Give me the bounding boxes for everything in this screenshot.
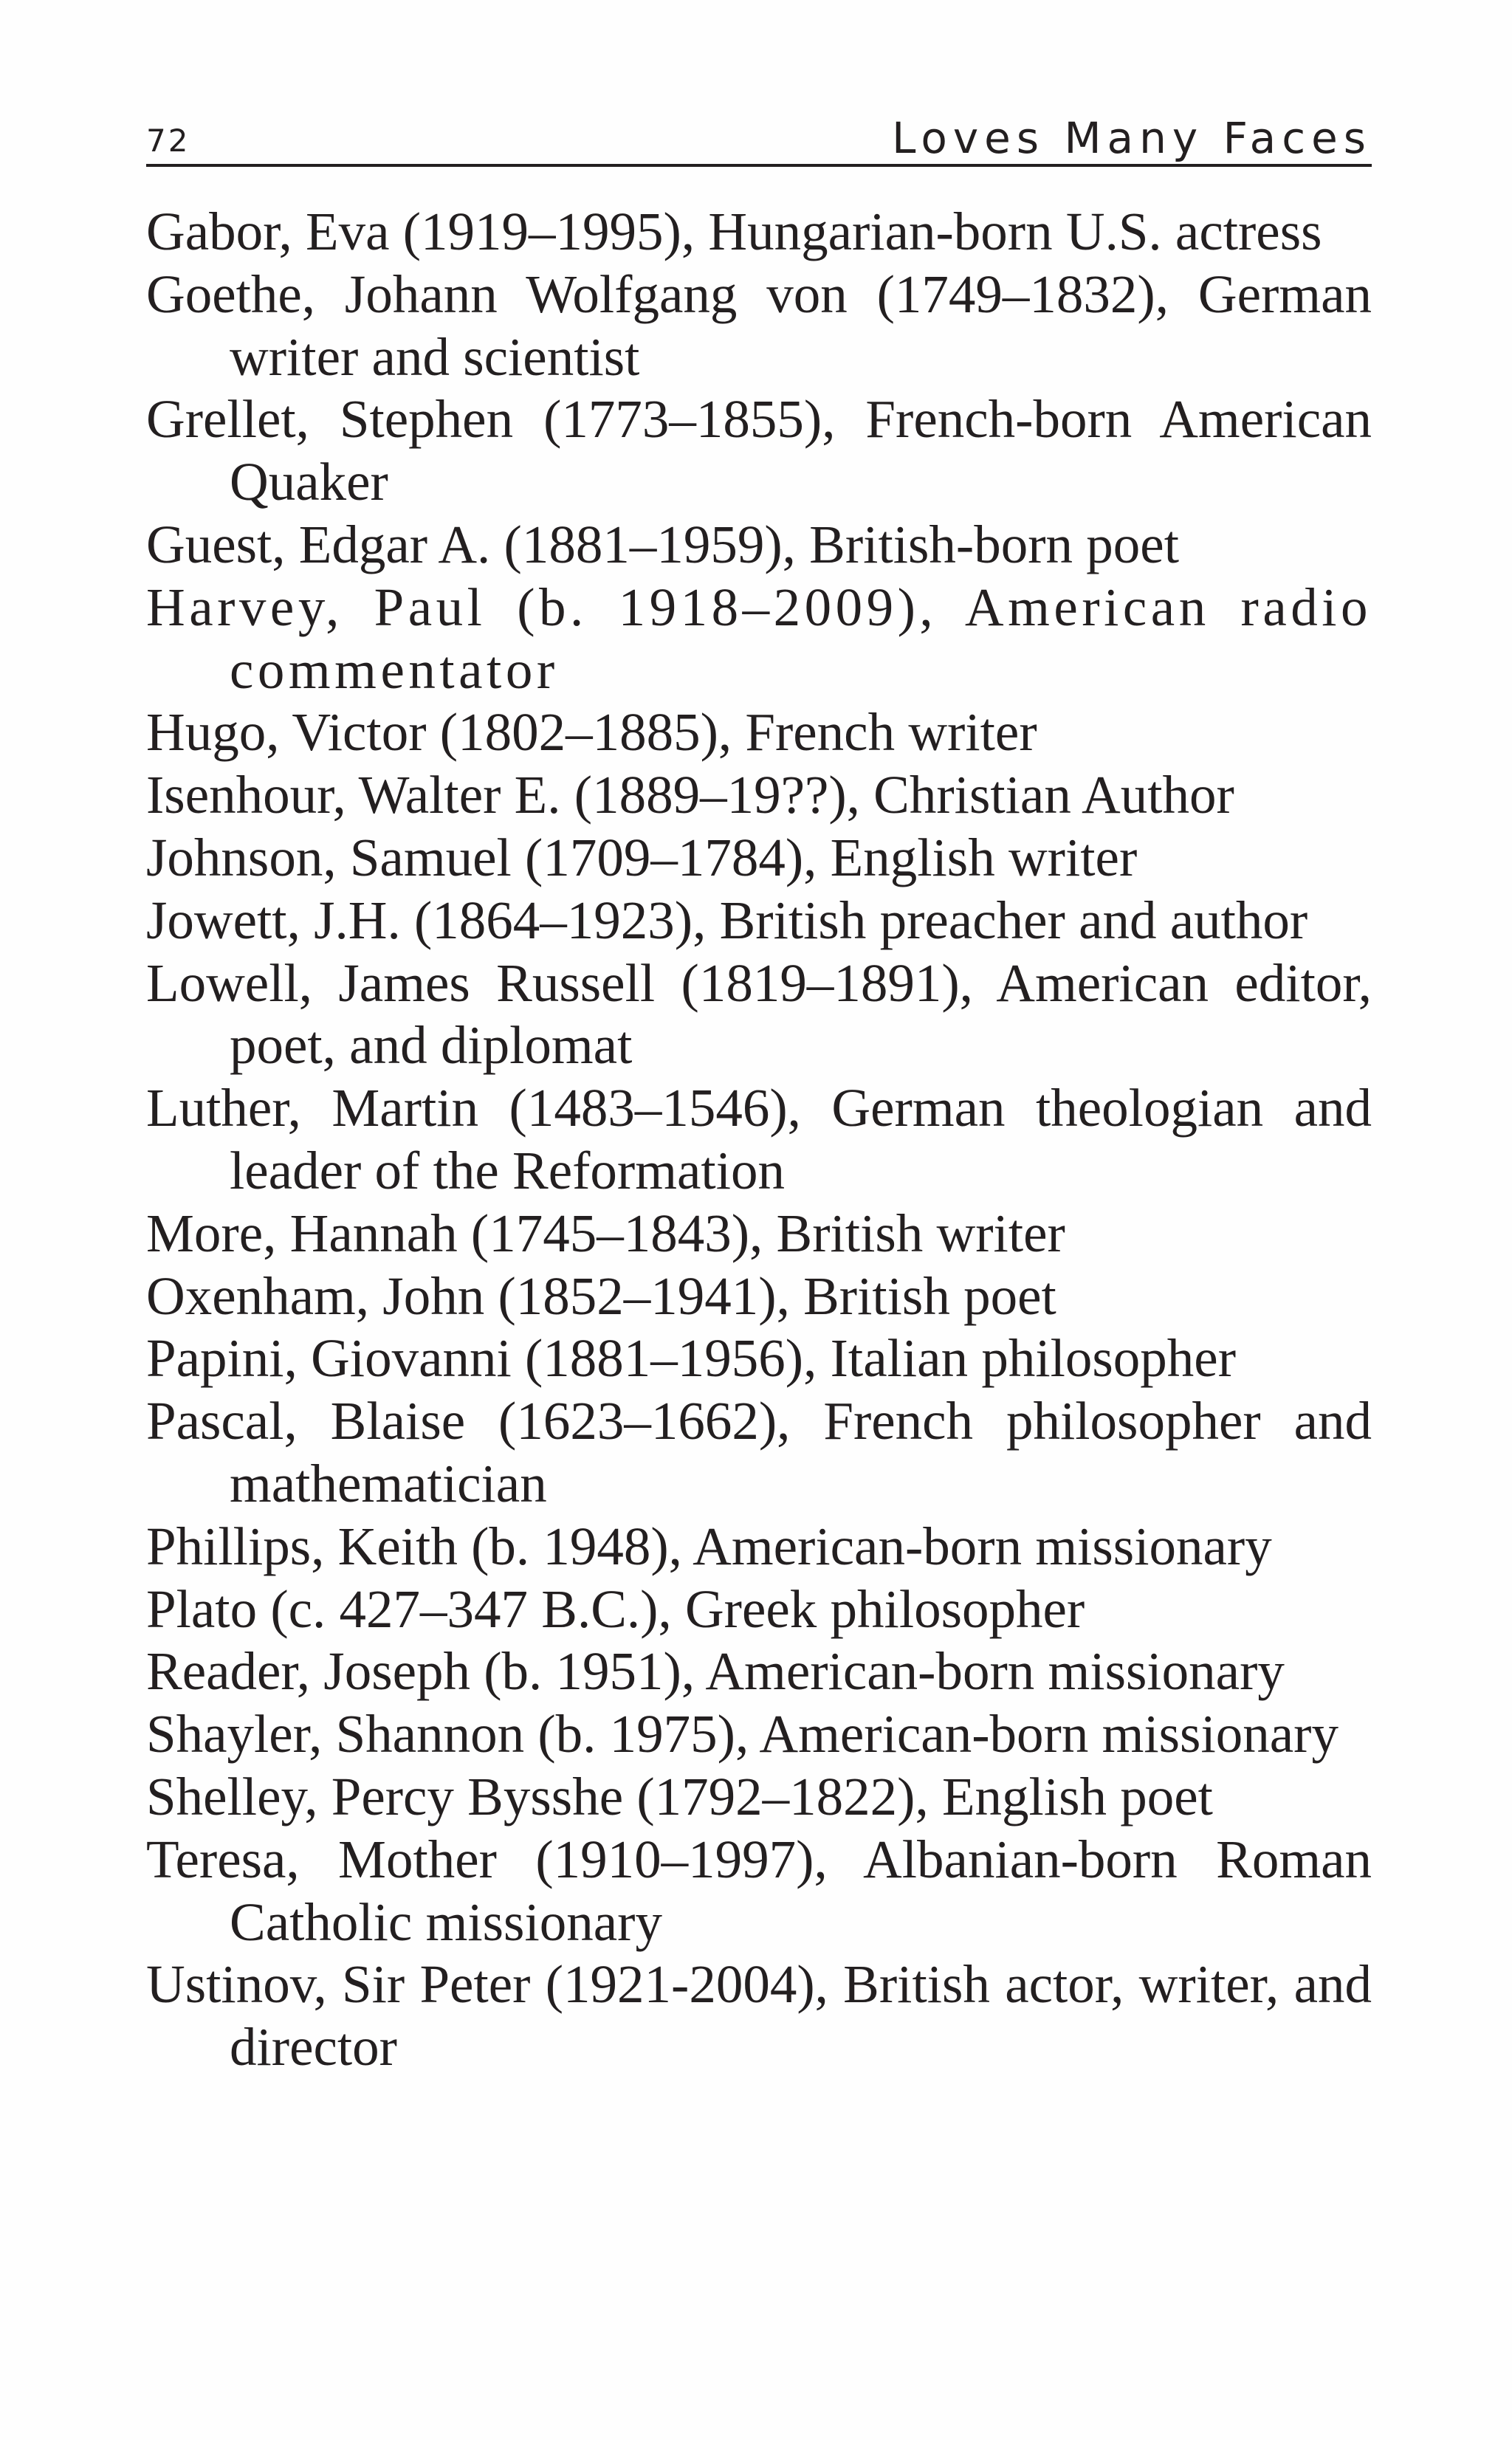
index-entry-teresa: Teresa, Mother (1910–1997), Albanian-born Roman Catholic missionary [146, 1829, 1372, 1952]
running-header [146, 105, 1372, 167]
index-entry-isenhour: Isenhour, Walter E. (1889–19??), Christian Author [146, 765, 1234, 825]
index-entry-plato: Plato (c. 427–347 B.C.), Greek philosopher [146, 1578, 1085, 1639]
index-entry-more: More, Hannah (1745–1843), British writer [146, 1203, 1065, 1263]
index-entry-harvey: Harvey, Paul (b. 1918–2009), American radio commentator [146, 577, 1372, 700]
index-entry-oxenham: Oxenham, John (1852–1941), British poet [146, 1265, 1056, 1326]
index-entry-goethe: Goethe, Johann Wolfgang von (1749–1832), German writer and scientist [146, 264, 1372, 387]
index-entry-guest: Guest, Edgar A. (1881–1959), British-born poet [146, 514, 1179, 574]
index-entry-gabor: Gabor, Eva (1919–1995), Hungarian-born U.S. actress [146, 202, 1322, 261]
index-entry-papini: Papini, Giovanni (1881–1956), Italian philosopher [146, 1328, 1237, 1389]
index-entry-johnson: Johnson, Samuel (1709–1784), English writer [146, 827, 1138, 887]
index-entry-shayler: Shayler, Shannon (b. 1975), American-born missionary [146, 1704, 1339, 1764]
index-entry-reader: Reader, Joseph (b. 1951), American-born missionary [146, 1641, 1285, 1702]
running-title: Loves Many Faces [892, 113, 1372, 163]
index-entry-pascal: Pascal, Blaise (1623–1662), French philosopher and mathematician [146, 1391, 1372, 1513]
index-entry-ustinov: Ustinov, Sir Peter (1921-2004), British actor, writer, and director [146, 1954, 1372, 2078]
author-index-list [146, 201, 1372, 2079]
index-entry-hugo: Hugo, Victor (1802–1885), French writer [146, 702, 1037, 763]
index-entry-luther: Luther, Martin (1483–1546), German theologian and leader of the Reformation [146, 1078, 1372, 1200]
index-entry-jowett: Jowett, J.H. (1864–1923), British preacher and author [146, 890, 1308, 950]
index-entry-grellet: Grellet, Stephen (1773–1855), French-born American Quaker [146, 389, 1372, 512]
index-entry-lowell: Lowell, James Russell (1819–1891), American editor, poet, and diplomat [146, 952, 1372, 1076]
index-entry-shelley: Shelley, Percy Bysshe (1792–1822), English poet [146, 1766, 1213, 1826]
index-entry-phillips: Phillips, Keith (b. 1948), American-born missionary [146, 1516, 1272, 1576]
page-number: 72 [146, 123, 190, 159]
